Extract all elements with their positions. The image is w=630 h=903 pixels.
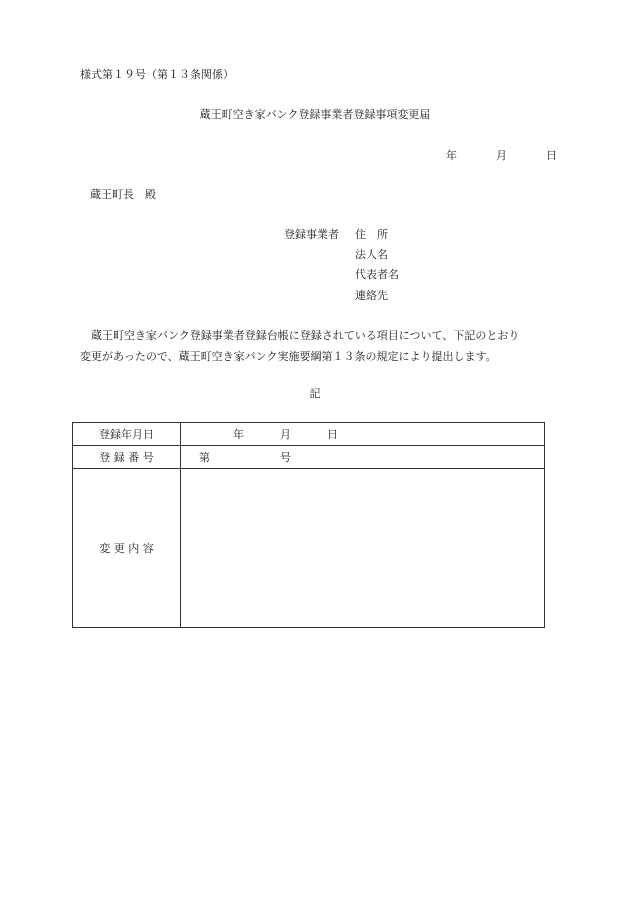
registration-info-table bbox=[72, 422, 545, 628]
body-line-1: 蔵王町空き家バンク登録事業者登録台帳に登録されている項目について、下記のとおり bbox=[91, 329, 520, 342]
representative-label: 代表者名 bbox=[355, 268, 399, 281]
form-number: 様式第１９号（第１３条関係） bbox=[80, 68, 234, 81]
reg-date-year: 年 bbox=[233, 428, 244, 441]
document-title: 蔵王町空き家バンク登録事業者登録事項変更届 bbox=[199, 108, 431, 121]
reg-number-prefix: 第 bbox=[199, 451, 210, 464]
registration-number-value[interactable] bbox=[181, 446, 545, 469]
reg-number-suffix: 号 bbox=[280, 451, 291, 464]
date-day: 日 bbox=[546, 149, 557, 162]
table-row bbox=[73, 446, 545, 469]
submission-date bbox=[446, 147, 557, 163]
reg-date-month: 月 bbox=[280, 428, 291, 441]
address-field-label: 住 所 bbox=[355, 228, 388, 241]
date-year: 年 bbox=[446, 149, 457, 162]
change-details-label: 変 更 内 容 bbox=[73, 469, 181, 628]
addressee: 蔵王町長 殿 bbox=[90, 188, 156, 201]
registration-date-label: 登録年月日 bbox=[73, 423, 181, 446]
table-row bbox=[73, 469, 545, 628]
contact-label: 連絡先 bbox=[355, 289, 388, 302]
date-month: 月 bbox=[496, 149, 507, 162]
body-line-2: 変更があったので、蔵王町空き家バンク実施要綱第１３条の規定により提出します。 bbox=[80, 350, 497, 363]
registration-date-value[interactable] bbox=[181, 423, 545, 446]
table-row bbox=[73, 423, 545, 446]
corporation-name-label: 法人名 bbox=[355, 248, 388, 261]
applicant-label: 登録事業者 bbox=[284, 228, 339, 241]
change-details-value[interactable] bbox=[181, 469, 545, 628]
note-mark: 記 bbox=[309, 387, 321, 400]
body-text bbox=[80, 325, 550, 367]
registration-number-label: 登 録 番 号 bbox=[73, 446, 181, 469]
reg-date-day: 日 bbox=[327, 428, 338, 441]
